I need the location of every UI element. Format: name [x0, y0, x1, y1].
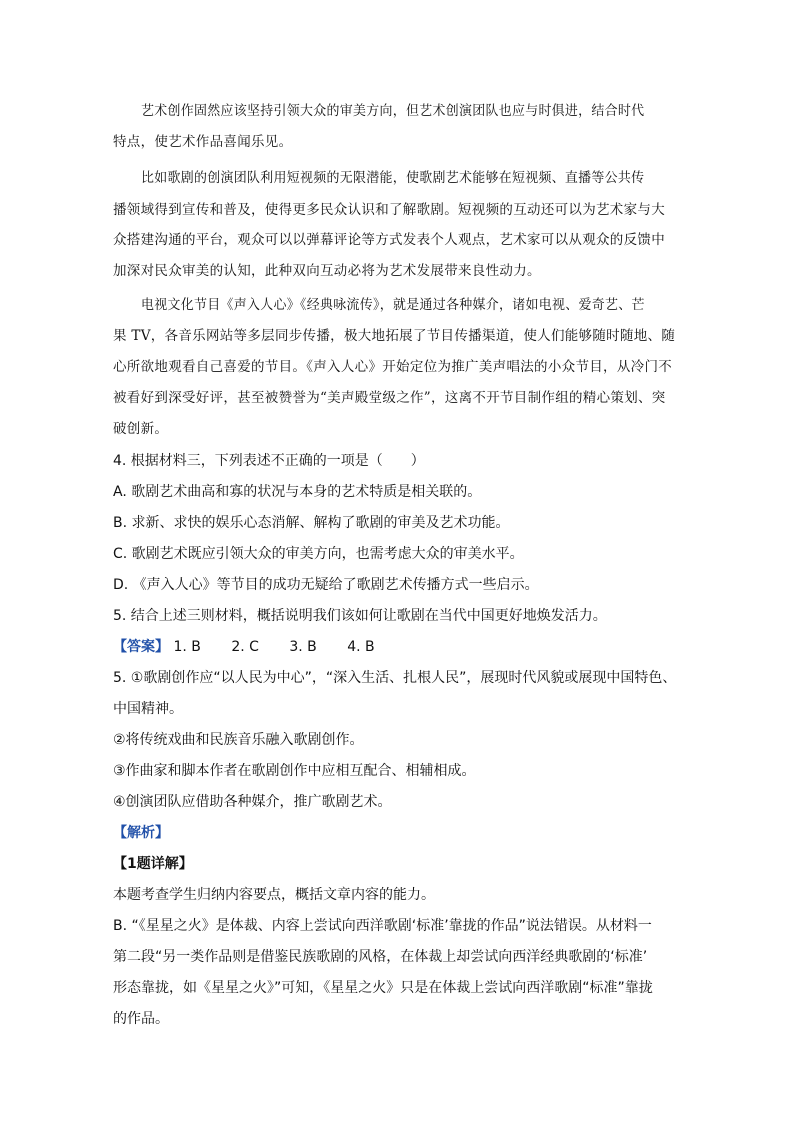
material-p3-line-1: 电视文化节目《声入人心》《经典咏流传》，就是通过各种媒介，诸如电视、爱奇艺、芒 [141, 297, 645, 313]
material-p3-line-3: 心所欲地观看自己喜爱的节目。《声入人心》开始定位为推广美声唱法的小众节目，从冷门不 [113, 359, 673, 375]
question-4-option-b: B. 求新、求快的娱乐心态消解、解构了歌剧的审美及艺术功能。 [113, 515, 510, 531]
material-p3-line-5: 破创新。 [113, 421, 169, 437]
material-p2-line-3: 众搭建沟通的平台，观众可以以弹幕评论等方式发表个人观点，艺术家可以从观众的反馈中 [113, 232, 665, 248]
answer-q5-line-5: ④创演团队应借助各种媒介，推广歌剧艺术。 [113, 794, 392, 810]
analysis-sub-label: 【1题详解】 [113, 856, 193, 872]
answer-q5-line-4: ③作曲家和脚本作者在歌剧创作中应相互配合、相辅相成。 [113, 763, 476, 779]
answer-label: 【答案】 [113, 639, 169, 655]
material-p1-line-1: 艺术创作固然应该坚持引领大众的审美方向，但艺术创演团队也应与时俱进，结合时代 [141, 103, 645, 119]
answer-q5-line-2: 中国精神。 [113, 701, 183, 717]
answer-item-1: 1. B [173, 639, 201, 655]
material-p2-line-2: 播领域得到宣传和普及，使得更多民众认识和了解歌剧。短视频的互动还可以为艺术家与大 [113, 202, 665, 218]
analysis-line-5: 的作品。 [113, 1011, 169, 1027]
material-p1-line-2: 特点，使艺术作品喜闻乐见。 [113, 134, 293, 150]
answer-item-2: 2. C [231, 639, 259, 655]
analysis-line-3: 第二段“另一类作品则是借鉴民族歌剧的风格，在体裁上却尝试向西洋经典歌剧的‘标准’ [113, 949, 648, 965]
question-4-option-c: C. 歌剧艺术既应引领大众的审美方向，也需考虑大众的审美水平。 [113, 546, 524, 562]
analysis-line-1: 本题考查学生归纳内容要点，概括文章内容的能力。 [113, 887, 435, 903]
question-5-stem: 5. 结合上述三则材料，概括说明我们该如何让歌剧在当代中国更好地焕发活力。 [113, 608, 607, 624]
material-p2-line-4: 加深对民众审美的认知，此种双向互动必将为艺术发展带来良性动力。 [113, 263, 541, 279]
answer-item-3: 3. B [289, 639, 317, 655]
material-p2-line-1: 比如歌剧的创演团队利用短视频的无限潜能，使歌剧艺术能够在短视频、直播等公共传 [141, 170, 645, 186]
question-4-option-a: A. 歌剧艺术曲高和寡的状况与本身的艺术特质是相关联的。 [113, 484, 482, 500]
answer-q5-line-1: 5. ①歌剧创作应“以人民为中心”，“深入生活、扎根人民”，展现时代风貌或展现中国特色、 [113, 670, 677, 686]
analysis-line-4: 形态靠拢，如《星星之火》”可知，《星星之火》只是在体裁上尝试向西洋歌剧“标准”靠拢 [113, 980, 653, 996]
analysis-line-2: B. “《星星之火》是体裁、内容上尝试向西洋歌剧‘标准’靠拢的作品”说法错误。从材料一 [113, 918, 652, 934]
material-p3-line-4: 被看好到深受好评，甚至被赞誉为“美声殿堂级之作”，这离不开节目制作组的精心策划、突 [113, 390, 666, 406]
analysis-label: 【解析】 [113, 825, 169, 841]
question-4-stem: 4. 根据材料三，下列表述不正确的一项是（ ） [113, 453, 425, 469]
material-p3-line-2: 果 TV，各音乐网站等多层同步传播，极大地拓展了节目传播渠道，使人们能够随时随地、随 [113, 328, 676, 344]
question-4-option-d: D. 《声入人心》等节目的成功无疑给了歌剧艺术传播方式一些启示。 [113, 577, 539, 593]
answer-row [113, 637, 685, 657]
answer-item-4: 4. B [347, 639, 375, 655]
answer-q5-line-3: ②将传统戏曲和民族音乐融入歌剧创作。 [113, 732, 364, 748]
